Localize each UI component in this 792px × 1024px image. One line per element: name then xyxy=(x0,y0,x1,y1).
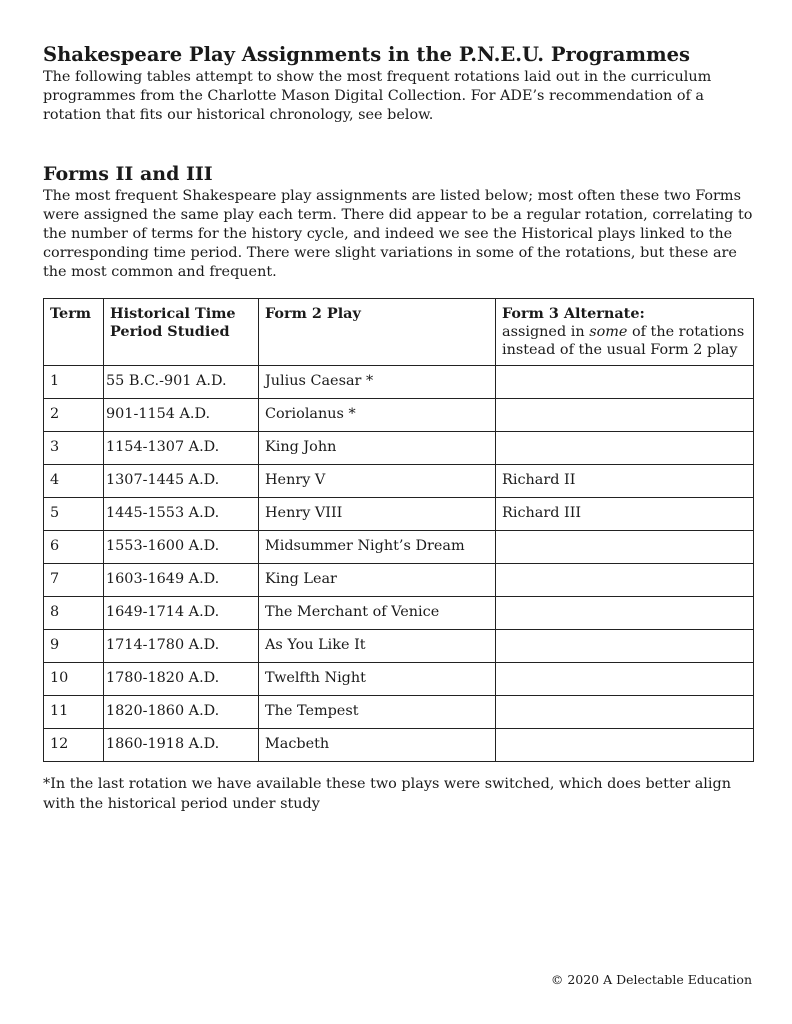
period-cell: 1154-1307 A.D. xyxy=(104,432,259,465)
form3-alternate-cell xyxy=(496,531,754,564)
table-header-row xyxy=(44,299,754,366)
term-cell: 1 xyxy=(44,366,104,399)
term-cell: 8 xyxy=(44,597,104,630)
form2-play-cell: Henry V xyxy=(259,465,496,498)
term-cell: 7 xyxy=(44,564,104,597)
rotation-table xyxy=(43,298,754,762)
period-cell: 1649-1714 A.D. xyxy=(104,597,259,630)
form3-alternate-cell xyxy=(496,696,754,729)
form3-alternate-cell xyxy=(496,366,754,399)
term-cell: 11 xyxy=(44,696,104,729)
form2-play-cell: Henry VIII xyxy=(259,498,496,531)
table-row xyxy=(44,696,754,729)
document-page xyxy=(43,44,755,762)
form3-alternate-cell xyxy=(496,597,754,630)
table-row xyxy=(44,399,754,432)
form3-alternate-cell xyxy=(496,729,754,762)
table-row xyxy=(44,432,754,465)
term-cell: 5 xyxy=(44,498,104,531)
form2-play-cell: The Tempest xyxy=(259,696,496,729)
form2-play-cell: Macbeth xyxy=(259,729,496,762)
header-form2: Form 2 Play xyxy=(259,299,496,366)
header-form3 xyxy=(496,299,754,366)
period-cell: 1603-1649 A.D. xyxy=(104,564,259,597)
period-cell: 1780-1820 A.D. xyxy=(104,663,259,696)
term-cell: 4 xyxy=(44,465,104,498)
form3-alternate-cell: Richard III xyxy=(496,498,754,531)
period-cell: 1553-1600 A.D. xyxy=(104,531,259,564)
copyright: © 2020 A Delectable Education xyxy=(550,972,752,987)
form2-play-cell: Julius Caesar * xyxy=(259,366,496,399)
form3-alternate-cell xyxy=(496,630,754,663)
table-row xyxy=(44,663,754,696)
term-cell: 3 xyxy=(44,432,104,465)
period-cell: 1820-1860 A.D. xyxy=(104,696,259,729)
table-row xyxy=(44,630,754,663)
term-cell: 2 xyxy=(44,399,104,432)
table-row xyxy=(44,729,754,762)
header-term: Term xyxy=(44,299,104,366)
form2-play-cell: Coriolanus * xyxy=(259,399,496,432)
period-cell: 1445-1553 A.D. xyxy=(104,498,259,531)
term-cell: 6 xyxy=(44,531,104,564)
form2-play-cell: Twelfth Night xyxy=(259,663,496,696)
header-form3-subtitle: assigned in some of the rotations instead of the usual Form 2 play xyxy=(502,324,745,358)
table-row xyxy=(44,465,754,498)
term-cell: 9 xyxy=(44,630,104,663)
form3-alternate-cell xyxy=(496,564,754,597)
period-cell: 1714-1780 A.D. xyxy=(104,630,259,663)
section-paragraph: The most frequent Shakespeare play assignments are listed below; most often these two Forms were assigned the same play each term. There did appear to be a regular rotation, correlating to the number of terms for the history cycle, and indeed we see the Historical plays linked to the corresponding time period. There were slight variations in some of the rotations, but these are the most common and frequent. xyxy=(43,188,753,280)
form2-play-cell: As You Like It xyxy=(259,630,496,663)
page-title: Shakespeare Play Assignments in the P.N.E.U. Programmes xyxy=(43,43,690,66)
footnote: *In the last rotation we have available these two plays were switched, which does better align with the historical period under study xyxy=(43,776,731,812)
form3-alternate-cell xyxy=(496,399,754,432)
section-heading: Forms II and III xyxy=(43,163,213,185)
table-body xyxy=(44,366,754,762)
period-cell: 1860-1918 A.D. xyxy=(104,729,259,762)
table-row xyxy=(44,564,754,597)
term-cell: 12 xyxy=(44,729,104,762)
intro-paragraph: The following tables attempt to show the most frequent rotations laid out in the curriculum programmes from the Charlotte Mason Digital Collection. For ADE’s recommendation of a rotation that fits our historical chronology, see below. xyxy=(43,69,712,123)
form2-play-cell: King John xyxy=(259,432,496,465)
form3-alternate-cell: Richard II xyxy=(496,465,754,498)
table-row xyxy=(44,597,754,630)
table-row xyxy=(44,366,754,399)
form3-alternate-cell xyxy=(496,663,754,696)
form2-play-cell: King Lear xyxy=(259,564,496,597)
header-period: Historical Time Period Studied xyxy=(104,299,259,366)
table-row xyxy=(44,498,754,531)
form3-alternate-cell xyxy=(496,432,754,465)
table-row xyxy=(44,531,754,564)
period-cell: 55 B.C.-901 A.D. xyxy=(104,366,259,399)
form2-play-cell: Midsummer Night’s Dream xyxy=(259,531,496,564)
period-cell: 901-1154 A.D. xyxy=(104,399,259,432)
term-cell: 10 xyxy=(44,663,104,696)
period-cell: 1307-1445 A.D. xyxy=(104,465,259,498)
header-form3-title: Form 3 Alternate: xyxy=(502,305,645,322)
form2-play-cell: The Merchant of Venice xyxy=(259,597,496,630)
